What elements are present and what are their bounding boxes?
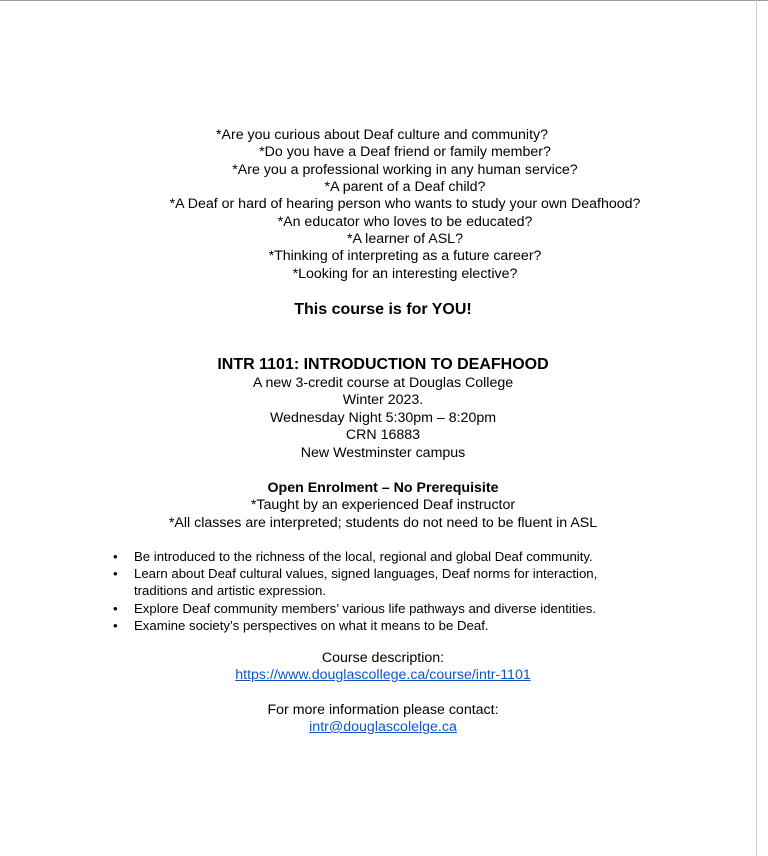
course-title: INTR 1101: INTRODUCTION TO DEAFHOOD: [217, 356, 549, 373]
description-label: Course description:: [321, 650, 445, 666]
list-item: • Learn about Deaf cultural values, signed languages, Deaf norms for interaction, traditions and artistic expression.: [113, 565, 633, 599]
question-line: *Are you a professional working in any human service?: [232, 162, 578, 178]
enrolment-note: *All classes are interpreted; students do not need to be fluent in ASL: [168, 515, 598, 531]
contact-label: For more information please contact:: [267, 702, 499, 718]
enrolment-note: *Taught by an experienced Deaf instructor: [250, 497, 516, 513]
course-outcomes-list: [113, 548, 633, 634]
question-line: *Looking for an interesting elective?: [292, 266, 518, 282]
question-line: *Do you have a Deaf friend or family member?: [259, 144, 551, 160]
course-description-link[interactable]: https://www.douglascollege.ca/course/intr-1101: [235, 667, 531, 683]
question-line: *A Deaf or hard of hearing person who wants to study your own Deafhood?: [169, 196, 641, 212]
list-item: • Examine society’s perspectives on what it means to be Deaf.: [113, 617, 633, 634]
page-right-border: [756, 0, 757, 856]
page-top-border: [0, 0, 768, 1]
question-line: *An educator who loves to be educated?: [277, 214, 533, 230]
list-item: • Explore Deaf community members’ various life pathways and diverse identities.: [113, 600, 633, 617]
course-schedule: Wednesday Night 5:30pm – 8:20pm: [269, 410, 497, 426]
question-line: *Are you curious about Deaf culture and community?: [215, 127, 549, 143]
course-crn: CRN 16883: [345, 427, 421, 443]
contact-email-link[interactable]: intr@douglascolelge.ca: [309, 719, 457, 735]
question-line: *A learner of ASL?: [347, 231, 463, 247]
course-term: Winter 2023.: [342, 392, 424, 408]
enrolment-heading: Open Enrolment – No Prerequisite: [267, 480, 499, 496]
question-line: *Thinking of interpreting as a future career?: [268, 248, 542, 264]
course-campus: New Westminster campus: [300, 445, 466, 461]
list-item: • Be introduced to the richness of the local, regional and global Deaf community.: [113, 548, 633, 565]
course-subtitle: A new 3-credit course at Douglas College: [252, 375, 514, 391]
question-line: *A parent of a Deaf child?: [324, 179, 486, 195]
tagline: This course is for YOU!: [294, 301, 472, 318]
